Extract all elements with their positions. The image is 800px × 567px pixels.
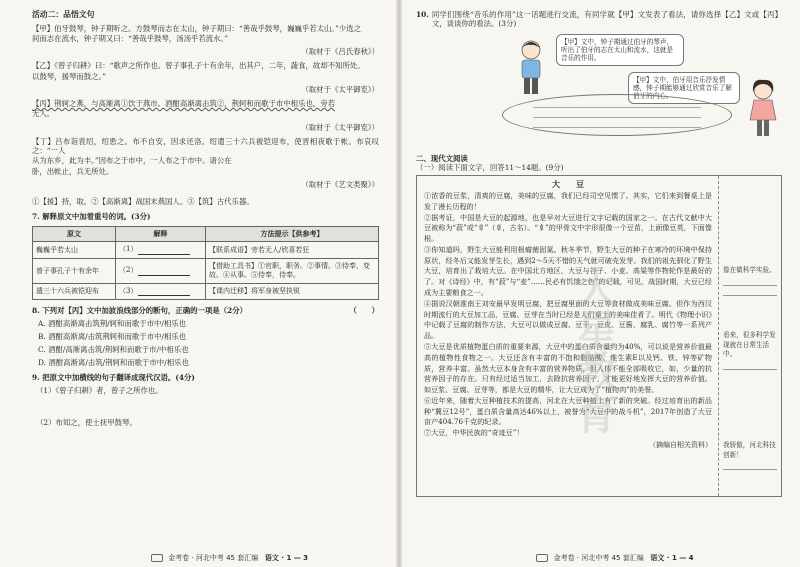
passage-line: 【乙】《曾子归耕》曰：“歌声之所作也。曾子事孔子十有余年，出其户，二年，蔬食，故却不知所处。 [32,61,365,71]
answer-area[interactable] [502,94,732,136]
passage-line: 【甲】伯牙鼓琴，钟子期听之。方鼓琴而志在太山，钟子期曰：“善哉乎鼓琴，巍巍乎若太山。”少选之 [32,23,362,33]
margin-note: 像在做科学实验。 [723,266,777,296]
passage-line: 间而志在流水，钟子期又曰：“善哉乎鼓琴，汤汤乎若流水。” [32,33,229,43]
table-header: 解释 [116,226,206,242]
answer-blank[interactable]: （1） [116,242,206,259]
speech-bubble: 【甲】文中，伯牙用音乐抒发情感，钟子期能够通过欣赏音乐了解伯牙的内心。 [628,72,740,105]
passage-title: 大 豆 [552,179,584,189]
option-c[interactable]: C. 酒酣/高渐离击筑/荆轲和而歌于市/中相乐也 [38,345,189,355]
passage-bing [32,99,379,119]
right-page [402,0,800,567]
table-row [33,283,379,300]
paragraph: ⑦大豆，中华民族的“奇迹豆”！ [424,428,524,438]
page-footer [32,554,395,563]
table-header: 方法提示【供参考】 [205,226,378,242]
margin-notes [719,176,781,496]
speech-bubble: 【甲】文中，钟子期通过伯牙的琴声，听出了伯牙的志在太山和流水，这就是音乐的作用。 [556,34,684,67]
footnotes: ①【援】持，取。②【高渐离】战国末燕国人。③【筑】古代乐器。 [32,197,254,207]
page-number: 语文 · 1 — 3 [264,554,309,563]
brand-logo-icon [151,554,163,562]
question-7: 7. 解释原文中加着重号的词。(3分) [32,212,151,222]
source-citation: （取材于《吕氏春秋》） [301,47,379,57]
page-footer [416,554,800,563]
passage-line: 【丁】吕布诣袁绍，绍患之。布不自安，因求还洛。绍遣三十六兵被铠迎布，使晋相夜歌于帐。布哀叹之：“一人 [32,136,379,156]
source-citation: （摘编自相关资料） [649,440,712,449]
page-number: 语文 · 1 — 4 [650,554,694,563]
table-cell: 【借助工具书】①官职，职务。②事情。③侍奉，变故。④从事。⑤侍奉，侍奉。 [205,259,378,284]
passage-line: 以鼓琴，援琴而鼓之。” [32,71,106,81]
answer-paren[interactable]: （ ） [349,306,379,316]
source-citation: （取材于《太平御览》） [301,84,379,94]
table-cell: 遣三十六兵被铠迎布 [33,283,116,300]
paragraph: ④据说汉朝淮南王刘安最早发明豆腐，把豆腐里面的大豆等食材做成美味豆腐。但作为西汉时期流行的大豆加工品，豆腐、豆芽在当时已经是人们桌上的美味佳肴了。明代《物理小识》中记载了豆腐的制作方法，大豆可以做成豆腐、豆干、豆皮、豆酱、腐乳、腐竹等一系列产品。 [424,298,712,341]
passage-main [417,176,719,496]
source-citation: （取材于《太平御览》） [301,122,379,132]
discussion-scene [416,32,782,144]
table-cell: 巍巍乎若太山 [33,242,116,259]
activity-title: 活动二：品悟文句 [32,10,95,19]
passage-line: 无人。 [32,109,55,119]
reading-passage [416,175,782,497]
passage-line: 从为东乡，此为丰。”因布之于市中，一人布之于市中。诸公在 [32,156,232,166]
option-b[interactable]: B. 酒酣高渐离/击筑荆轲和而歌于市中/相乐也 [38,332,187,342]
margin-note: 看来，很多科学发现就在日常生活中。 [723,331,777,370]
section-subtitle: （一）阅读下面文字，回答11～14题。(9分) [416,162,564,172]
girl-student-icon [746,78,780,138]
passage-yi [32,61,379,81]
paragraph: ⑥近年来，随着大豆种植技术的提高，河北在大豆种植上有了新的突破。经过培育出的新品种“冀豆12号”，蛋白质含量高达46%以上，被誉为“大豆中的战斗机”，2017年创造了大豆亩产404.76千克的纪录。 [424,395,712,427]
table-row [33,242,379,259]
option-d[interactable]: D. 酒酣高渐离/击筑/荆轲和而歌于市中/相乐也 [38,357,189,367]
paragraph: ②据考证，中国是大豆的起源地，也是早对大豆进行文字记载的国家之一。在古代文献中大豆被称为“菽”或“𠦝”（𠦝，古名）。“𠦝”的甲骨文中字形很像一个豆苗，上面像豆英，下面像根。 [424,212,712,244]
footer-brand: 金考卷 · 河北中考 45 套汇编 [168,554,259,563]
table-cell: 曾子事孔子十有余年 [33,259,116,284]
passage-jia [32,24,379,44]
source-citation: （取材于《艺文类聚》） [301,179,379,189]
margin-note: 我骄傲，河北科技创新！ [723,441,777,470]
table-row [33,259,379,284]
watermark: 大星教育 [569,266,619,434]
paragraph: ①浓香的豆浆，清爽的豆腐，美味的豆腐，我们已经司空见惯了。其实，它们来到餐桌上是发了漫长历程的！ [424,191,712,211]
passage-line: 卧，出帐止，兵无所处。 [32,166,114,176]
passage-line: 【丙】荆轲之燕，与高渐离①饮于燕市。酒酣高渐离击筑②，荆轲和而歌于市中相乐也，旁若 [32,99,336,109]
answer-blank[interactable]: （2） [116,259,206,284]
table-cell: 【课内迁移】将军身被坚执锐 [205,283,378,300]
question-10: 10. 同学们围绕“音乐的作用”这一话题进行交流，有同学就【甲】文发表了看法，请你选择【乙】文或【丙】文，谈谈你的看法。(3分) [416,10,782,29]
boy-student-icon [514,38,548,96]
answer-blank[interactable]: （3） [116,283,206,300]
footer-brand: 金考卷 · 河北中考 45 套汇编 [553,554,644,563]
paragraph: ③你知道吗，野生大豆能利用根瘤菌固氮。秋冬季节，野生大豆的种子在寒冷的环境中保持原状，经冬后又能发芽生长，遇到2～5天不错的天气就可破壳发芽。我们的祖先驯化了野生大豆，培育出了栽培大豆。在中国北方地区，大豆与谷子、小麦、高粱等作物轮作是最好的了。对《诗经》中，有“菽”与“麦”……民必有饥饿之色”的记载，可见，战国时期，大豆已经成为主要粮食之一。 [424,244,712,298]
passage-ding [32,137,379,176]
q8-options [32,319,379,367]
table-header: 原文 [33,226,116,242]
left-page [0,0,395,567]
table-cell: 【联系成语】旁若无人/欣喜若狂 [205,242,378,259]
paragraph: ⑤大豆是优质植物蛋白质的重要来源，大豆中的蛋白质含量约为40%，可以说是营养价值最高的植物性食物之一。大豆还含有丰富的不饱和脂肪酸、维生素E以及钙、铁、锌等矿物质，营养丰富。虽然大豆本身含有丰富的营养物质，但人体不能全部吸收它，如，少量的抗营养因子的存在。只有经过适当加工，去除抗营养因子，才能更好地发挥大豆的营养价值。如豆浆、豆腐、豆芽等，都是大豆的精华，让大豆成为了“植物肉”的美誉。 [424,341,712,395]
q9-sentence-1: （1）《曾子归耕》者，曾子之所作也。 [36,386,163,396]
question-9: 9. 把原文中加横线的句子翻译成现代汉语。(4分) [32,373,195,383]
option-a[interactable]: A. 酒酣高渐离击筑荆/轲和而歌于市中/相乐也 [38,319,187,329]
vocab-table [32,226,379,301]
answer-area[interactable] [32,396,379,414]
section-title: 二、现代文阅读 [416,153,468,163]
q9-sentence-2: （2）布知之，使士抚甲鼓琴。 [36,417,137,427]
question-8: 8. 下列对【丙】文中加波浪线部分的断句，正确的一项是（2分） （ ） [32,306,379,316]
brand-logo-icon [536,554,548,562]
